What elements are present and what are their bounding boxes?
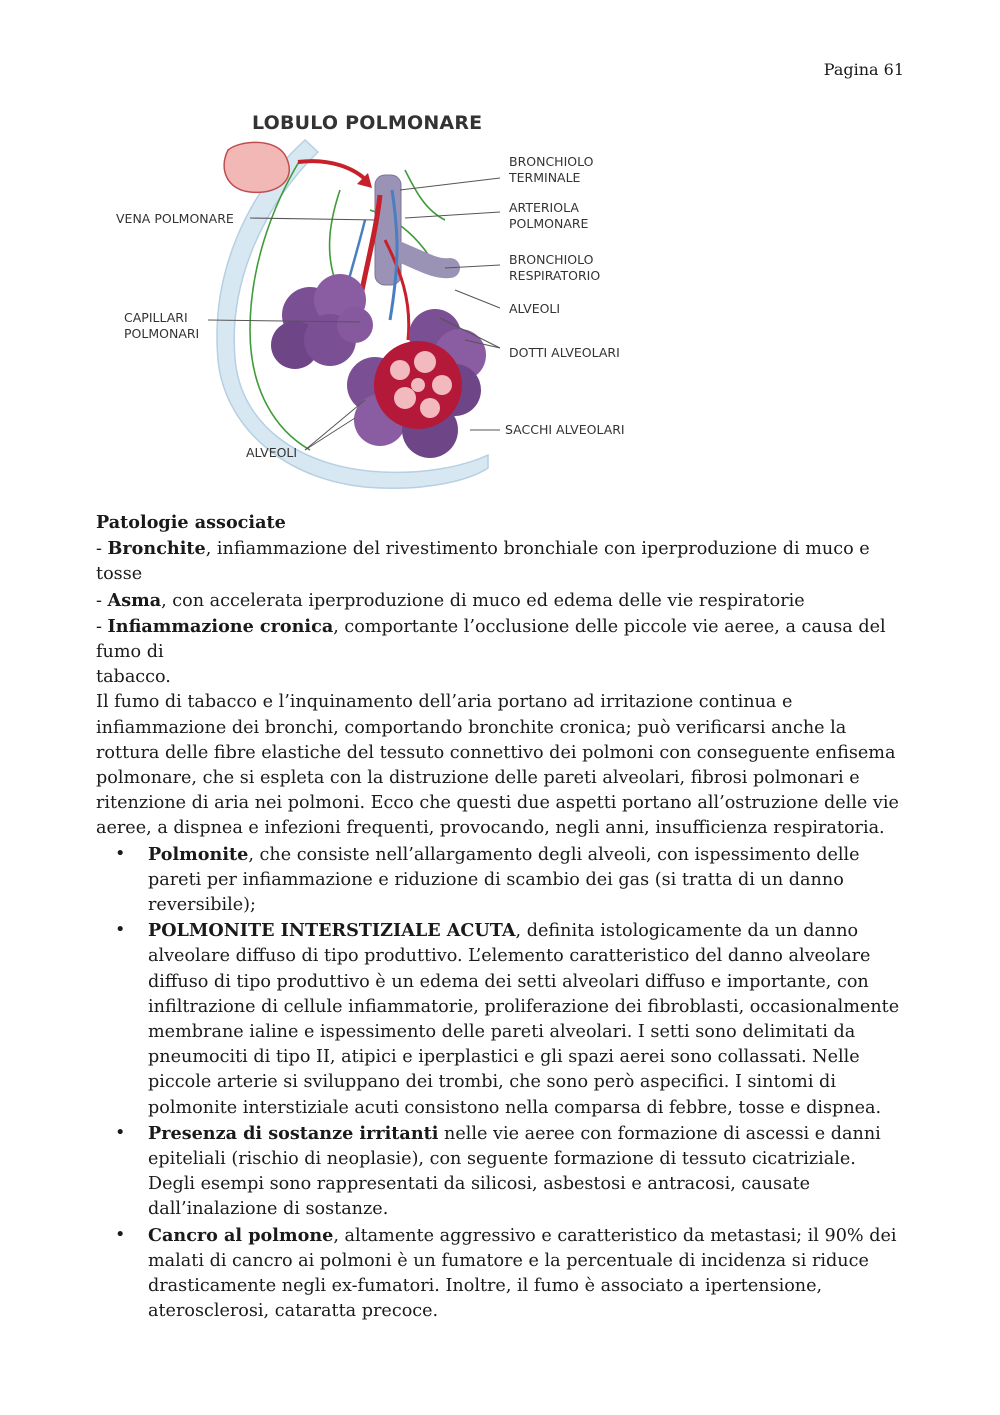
label-sacchi-alveolari: SACCHI ALVEOLARI xyxy=(505,422,625,437)
list-item: - Infiammazione cronica, comportante l’occlusione delle piccole vie aeree, a causa del fumo di xyxy=(96,615,886,663)
section-heading: Patologie associate xyxy=(96,512,286,533)
lung-lobule-figure xyxy=(100,100,660,500)
paragraph: Il fumo di tabacco e l’inquinamento dell’aria portano ad irritazione continua e infiammazione dei bronchi, comportando bronchite cronica; può verificarsi anche la rottura delle fibre elastiche del tessuto connettivo dei polmoni con conseguente enfisema polmonare, che si espleta con la distruzione delle pareti alveolari, fibrosi polmonari e ritenzione di aria nei polmoni. Ecco che questi due aspetti portano all’ostruzione delle vie aeree, a dispnea e infezioni frequenti, provocando, negli anni, insufficienza respiratoria. xyxy=(96,692,899,839)
alveolar-sac-section xyxy=(374,341,462,429)
label-arteriola-polmonare: ARTERIOLA POLMONARE xyxy=(509,200,589,231)
page-number: Pagina 61 xyxy=(823,60,904,79)
list-item: - Bronchite, infiammazione del rivestimento bronchiale con iperproduzione di muco e tosse xyxy=(96,538,870,585)
bullet-icon: • xyxy=(115,920,126,941)
bullet-item: • POLMONITE INTERSTIZIALE ACUTA, definita istologicamente da un danno alveolare diffuso di tipo produttivo. L’elemento caratteristico del danno alveolare diffuso di tipo produttivo è un edema dei setti alveolari diffuso e importante, con infiltrazione di cellule infiammatorie, proliferazione dei fibroblasti, occasionalmente membrane ialine e ispessimento delle pareti alveolari. I setti sono delimitati da pneumociti di tipo II, atipici e iperplastici e gli spazi aerei sono collassati. Nelle piccole arterie si sviluppano dei trombi, che sono però aspecifici. I sintomi di polmonite interstiziale acuti consistono nella comparsa di febbre, tosse e dispnea. xyxy=(115,920,900,1118)
bullet-icon: • xyxy=(115,1224,126,1245)
bullet-item: • Cancro al polmone, altamente aggressivo e caratteristico da metastasi; il 90% dei malati di cancro ai polmoni è un fumatore e la percentuale di incidenza si riduce drasticamente negli ex-fumatori. Inoltre, il fumo è associato a ipertensione, aterosclerosi, cataratta precoce. xyxy=(115,1224,897,1322)
figure-title: LOBULO POLMONARE xyxy=(252,112,483,134)
label-alveoli-bottom: ALVEOLI xyxy=(246,445,298,460)
bullet-list xyxy=(96,842,908,1325)
bullet-item: • Polmonite, che consiste nell’allargamento degli alveoli, con ispessimento delle pareti per infiammazione e riduzione di scambio dei gas (si tratta di un danno reversibile); xyxy=(115,843,860,916)
arrow-icon xyxy=(298,161,368,182)
list-item: - Asma, con accelerata iperproduzione di muco ed edema delle vie respiratorie xyxy=(96,589,805,611)
label-bronchiolo-terminale: BRONCHIOLO TERMINALE xyxy=(509,154,594,185)
label-vena-polmonare: VENA POLMONARE xyxy=(116,211,234,226)
bullet-item: • Presenza di sostanze irritanti nelle vie aeree con formazione di ascessi e danni epiteliali (rischio di neoplasie), con seguente formazione di tessuto cicatriziale. Degli esempi sono rappresentati da silicosi, asbestosi e antracosi, causate dall’inalazione di sostanze. xyxy=(115,1122,881,1220)
bullet-icon: • xyxy=(115,1122,126,1143)
label-capillari-polmonari: CAPILLARI POLMONARI xyxy=(124,310,200,341)
label-alveoli-right: ALVEOLI xyxy=(509,301,561,316)
label-bronchiolo-respiratorio: BRONCHIOLO RESPIRATORIO xyxy=(509,252,601,283)
body-text xyxy=(96,510,908,1325)
heart-fragment xyxy=(224,142,289,192)
bullet-icon: • xyxy=(115,843,126,864)
label-dotti-alveolari: DOTTI ALVEOLARI xyxy=(509,345,620,360)
continuation-text: tabacco. xyxy=(96,667,171,688)
